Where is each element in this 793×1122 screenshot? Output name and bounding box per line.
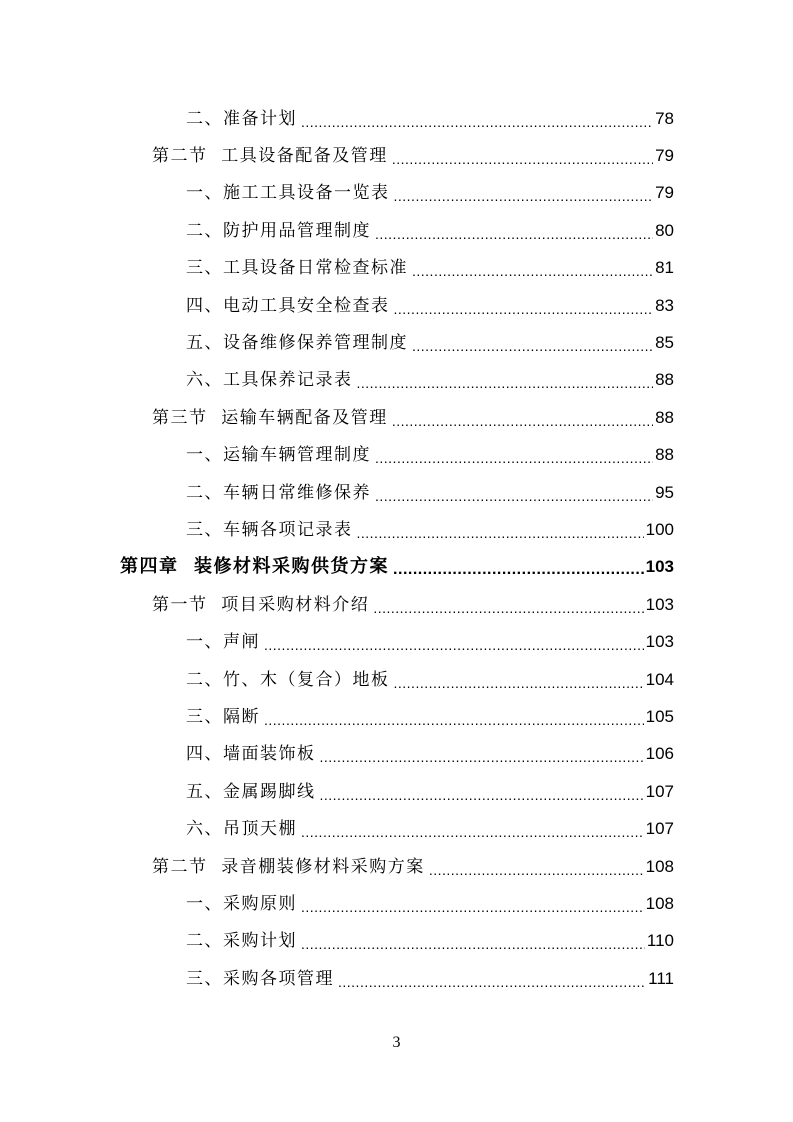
toc-entry[interactable] [0, 511, 793, 548]
toc-entry[interactable] [0, 399, 793, 436]
toc-leader-dots [301, 111, 653, 133]
toc-entry-page: 103 [645, 594, 674, 614]
toc-entry-page: 105 [645, 706, 674, 726]
toc-entry-title: 四、电动工具安全检查表 [186, 295, 390, 316]
toc-entry-title: 五、设备维修保养管理制度 [186, 333, 408, 354]
toc-leader-dots [392, 410, 653, 432]
toc-entry-title: 第二节 工具设备配备及管理 [152, 146, 388, 167]
toc-leader-dots [412, 260, 653, 282]
toc-leader-dots [301, 821, 644, 843]
toc-entry-title: 六、吊顶天棚 [186, 819, 297, 840]
toc-entry[interactable] [0, 586, 793, 623]
toc-entry[interactable] [0, 661, 793, 698]
toc-entry-title: 三、工具设备日常检查标准 [186, 258, 408, 279]
toc-entry[interactable] [0, 287, 793, 324]
toc-entry-title: 第四章 装修材料采购供货方案 [120, 556, 390, 578]
toc-leader-dots [301, 896, 644, 918]
toc-entry-title: 第三节 运输车辆配备及管理 [152, 407, 388, 428]
toc-leader-dots [320, 746, 644, 768]
toc-entry[interactable] [0, 623, 793, 660]
toc-entry-page: 95 [655, 482, 674, 502]
toc-entry-page: 81 [655, 258, 674, 278]
toc-entry-page: 80 [655, 220, 674, 240]
toc-entry-title: 三、车辆各项记录表 [186, 519, 353, 540]
toc-entry-page: 79 [655, 183, 674, 203]
toc-leader-dots [394, 672, 644, 694]
toc-entry-title: 四、墙面装饰板 [186, 744, 316, 765]
toc-leader-dots [393, 559, 644, 581]
toc-leader-dots [392, 148, 653, 170]
toc-leader-dots [264, 709, 644, 731]
toc-entry-title: 三、采购各项管理 [186, 968, 334, 989]
toc-entry[interactable] [0, 100, 793, 137]
toc-leader-dots [357, 372, 654, 394]
toc-entry-page: 107 [645, 819, 674, 839]
toc-leader-dots [338, 971, 646, 993]
toc-entry[interactable] [0, 137, 793, 174]
toc-entry-page: 107 [645, 781, 674, 801]
toc-entry[interactable] [0, 362, 793, 399]
toc-entry[interactable] [0, 474, 793, 511]
page-number: 3 [392, 1034, 401, 1051]
toc-entry-page: 108 [645, 893, 674, 913]
toc-entry-title: 一、采购原则 [186, 893, 297, 914]
toc-entry[interactable] [0, 960, 793, 997]
toc-entry-title: 二、准备计划 [186, 108, 297, 129]
toc-entry[interactable] [0, 810, 793, 847]
toc-entry-page: 110 [646, 931, 674, 951]
toc-entry-page: 103 [645, 557, 674, 577]
toc-leader-dots [375, 447, 653, 469]
toc-leader-dots [412, 335, 653, 357]
toc-entry[interactable] [0, 848, 793, 885]
toc-leader-dots [373, 597, 643, 619]
toc-entry[interactable] [0, 437, 793, 474]
toc-entry[interactable] [0, 212, 793, 249]
toc-entry-title: 一、施工工具设备一览表 [186, 183, 390, 204]
toc-leader-dots [320, 784, 644, 806]
toc-entry-title: 五、金属踢脚线 [186, 781, 316, 802]
toc-leader-dots [301, 933, 645, 955]
toc-leader-dots [375, 223, 653, 245]
toc-entry-page: 78 [655, 108, 674, 128]
toc-leader-dots [357, 522, 644, 544]
toc-entry-page: 103 [645, 632, 674, 652]
toc-entry[interactable] [0, 698, 793, 735]
toc-entry-title: 二、防护用品管理制度 [186, 220, 371, 241]
toc-entry[interactable] [0, 773, 793, 810]
toc-entry-title: 一、声闸 [186, 632, 260, 653]
toc-leader-dots [375, 485, 653, 507]
toc-entry[interactable] [0, 923, 793, 960]
toc-entry-title: 一、运输车辆管理制度 [186, 445, 371, 466]
toc-leader-dots [394, 298, 654, 320]
toc-entry-page: 88 [655, 407, 674, 427]
toc-entry-page: 79 [655, 146, 674, 166]
table-of-contents [0, 100, 793, 997]
toc-entry-title: 二、车辆日常维修保养 [186, 482, 371, 503]
toc-leader-dots [264, 634, 644, 656]
toc-entry-page: 83 [655, 295, 674, 315]
toc-leader-dots [429, 859, 644, 881]
toc-entry-page: 106 [645, 744, 674, 764]
toc-entry-title: 六、工具保养记录表 [186, 370, 353, 391]
toc-entry-page: 88 [655, 370, 674, 390]
toc-entry[interactable] [0, 324, 793, 361]
toc-entry-title: 第二节 录音棚装修材料采购方案 [152, 856, 425, 877]
toc-entry-title: 二、采购计划 [186, 931, 297, 952]
toc-entry-page: 100 [645, 519, 674, 539]
toc-leader-dots [394, 185, 654, 207]
toc-entry-title: 三、隔断 [186, 706, 260, 727]
toc-entry-page: 104 [645, 669, 674, 689]
toc-entry-page: 108 [645, 856, 674, 876]
toc-entry-page: 111 [648, 968, 674, 988]
toc-entry-title: 二、竹、木（复合）地板 [186, 669, 390, 690]
toc-entry[interactable] [0, 250, 793, 287]
toc-entry[interactable] [0, 549, 793, 586]
toc-entry[interactable] [0, 736, 793, 773]
toc-entry-title: 第一节 项目采购材料介绍 [152, 594, 370, 615]
toc-entry[interactable] [0, 885, 793, 922]
toc-entry-page: 88 [655, 445, 674, 465]
toc-entry[interactable] [0, 175, 793, 212]
toc-entry-page: 85 [655, 333, 674, 353]
